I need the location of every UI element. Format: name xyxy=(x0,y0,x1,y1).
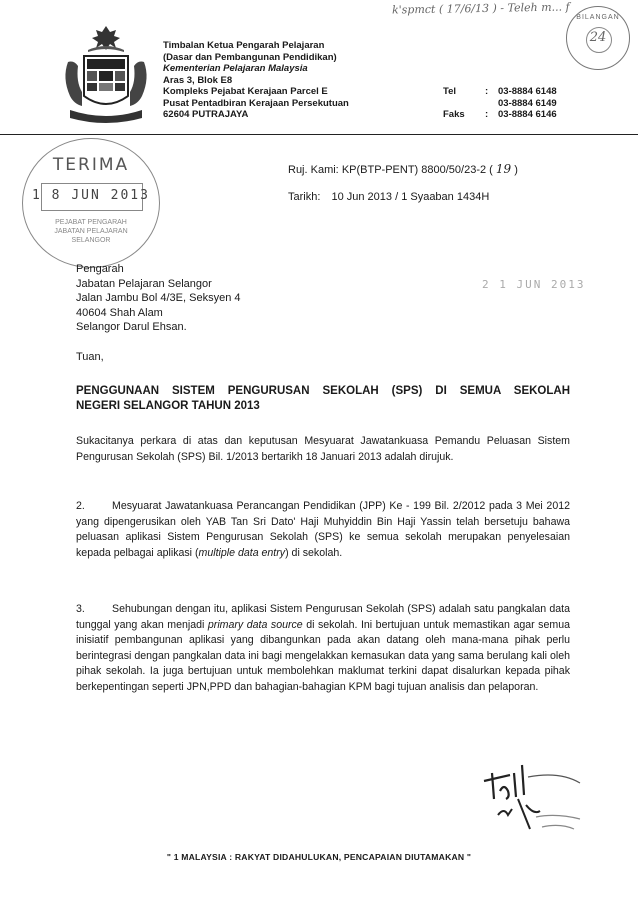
handwritten-note-top: k'spmct ( 17/6/13 ) - Teleh m... f xyxy=(391,0,570,17)
received-stamp-org-3: SELANGOR xyxy=(71,237,111,244)
tarikh-label: Tarikh: xyxy=(288,191,321,203)
paragraph-3-number: 3. xyxy=(76,603,85,615)
ruj-label: Ruj. Kami: xyxy=(288,164,339,176)
subject-line-1: PENGGUNAAN SISTEM PENGURUSAN SEKOLAH (SPS) DI SEMUA SEKOLAH xyxy=(76,385,570,397)
letterhead-line-1: Timbalan Ketua Pengarah Pelajaran xyxy=(163,40,325,51)
letterhead-line-4: Aras 3, Blok E8 xyxy=(163,74,233,86)
paragraph-3-italic: primary data source xyxy=(207,618,303,631)
bilangan-number: 24 xyxy=(589,30,607,45)
paragraph-3-end: di sekolah. Ini bertujuan untuk memastikan agar semua inisiatif pembangunan aplikasi yang dibangunkan pada akan datang oleh mana-mana pihak perlu berintegrasi dengan pangkalan data ini bagi mengelakkan kemasukan data yang sama berulang kali oleh pihak sekolah. Ia juga bertujuan untuk membolehkan maklumat terkini dapat disalurkan kepada pihak berkepentingan seperti JPN,PPD dan bahagian-bahagian KPM bagi tujuan analisis dan pelaporan. xyxy=(76,618,570,693)
paragraph-2-number: 2. xyxy=(76,500,85,512)
coat-of-arms-logo xyxy=(58,22,154,130)
received-stamp xyxy=(22,138,160,268)
salutation: Tuan, xyxy=(76,351,104,363)
paragraph-2-italic: multiple data entry xyxy=(198,546,286,559)
tel-number-2: 03-8884 6149 xyxy=(498,97,557,109)
recipient-line-3: Jalan Jambu Bol 4/3E, Seksyen 4 xyxy=(76,292,241,304)
handwritten-signature xyxy=(470,755,620,840)
tel-number-1: 03-8884 6148 xyxy=(498,86,557,97)
bilangan-label: BILANGAN xyxy=(576,14,620,21)
recipient-address xyxy=(76,262,240,335)
ruj-value: KP(BTP-PENT) 8800/50/23-2 ( xyxy=(341,164,493,176)
received-stamp-title: TERIMA xyxy=(52,155,130,175)
reference-tarikh xyxy=(288,190,489,204)
received-stamp-date: 1 8 JUN 2013 xyxy=(32,188,150,203)
paragraph-2-end: ) di sekolah. xyxy=(285,546,343,559)
faks-label: Faks xyxy=(443,109,465,120)
paragraph-2-text: Mesyuarat Jawatankuasa Perancangan Pendidikan (JPP) Ke - 199 Bil. 2/2012 pada 3 Mei 2012 yang dipengerusikan oleh YAB Tan Sri Dato' Haji Muhyiddin Bin Haji Yassin telah bersetuju bahawa peluasan aplikasi Sistem Pengurusan Sekolah (SPS) ke semua sekolah merupakan penyelesaian kepada pelbagai aplikasi ( xyxy=(76,500,570,559)
letterhead-line-3: Kementerian Pelajaran Malaysia xyxy=(163,63,308,74)
recipient-line-2: Jabatan Pelajaran Selangor xyxy=(76,277,212,290)
ruj-close: ) xyxy=(514,164,518,176)
paragraph-intro: Sukacitanya perkara di atas dan keputusan Mesyuarat Jawatankuasa Pemandu Peluasan Sistem Pengurusan Sekolah (SPS) Bil. 1/2013 bertarikh 18 Januari 2013 adalah dirujuk. xyxy=(76,435,570,463)
letterhead-line-5: Kompleks Pejabat Kerajaan Parcel E xyxy=(163,86,328,97)
header-divider xyxy=(0,134,638,135)
paragraph-3-text: Sehubungan dengan itu, aplikasi Sistem Pengurusan Sekolah (SPS) adalah satu pangkalan data tunggal yang akan menjadi xyxy=(76,603,570,631)
letterhead-line-2: (Dasar dan Pembangunan Pendidikan) xyxy=(163,51,337,63)
faded-date-stamp: 2 1 JUN 2013 xyxy=(482,278,586,291)
tarikh-value: 10 Jun 2013 / 1 Syaaban 1434H xyxy=(331,191,490,203)
bilangan-stamp xyxy=(566,6,630,70)
tel-label: Tel xyxy=(443,86,457,97)
paragraph-2 xyxy=(76,499,570,561)
letterhead-line-7: 62604 PUTRAJAYA xyxy=(163,109,249,120)
recipient-line-4: 40604 Shah Alam xyxy=(76,306,163,319)
paragraph-3 xyxy=(76,602,570,695)
received-stamp-org-1: PEJABAT PENGARAH xyxy=(55,219,127,226)
faks-number: 03-8884 6146 xyxy=(498,109,557,120)
letterhead xyxy=(163,40,349,121)
recipient-line-1: Pengarah xyxy=(76,263,124,275)
ruj-handwritten-number: 19 xyxy=(495,162,512,176)
received-stamp-org-2: JABATAN PELAJARAN xyxy=(54,228,128,235)
reference-ruj xyxy=(288,162,518,177)
recipient-line-5: Selangor Darul Ehsan. xyxy=(76,321,187,333)
subject-line-2: NEGERI SELANGOR TAHUN 2013 xyxy=(76,400,260,412)
subject-title xyxy=(76,384,570,414)
letterhead-line-6: Pusat Pentadbiran Kerajaan Persekutuan xyxy=(163,97,349,109)
footer-motto: " 1 MALAYSIA : RAKYAT DIDAHULUKAN, PENCAPAIAN DIUTAMAKAN " xyxy=(166,852,472,862)
